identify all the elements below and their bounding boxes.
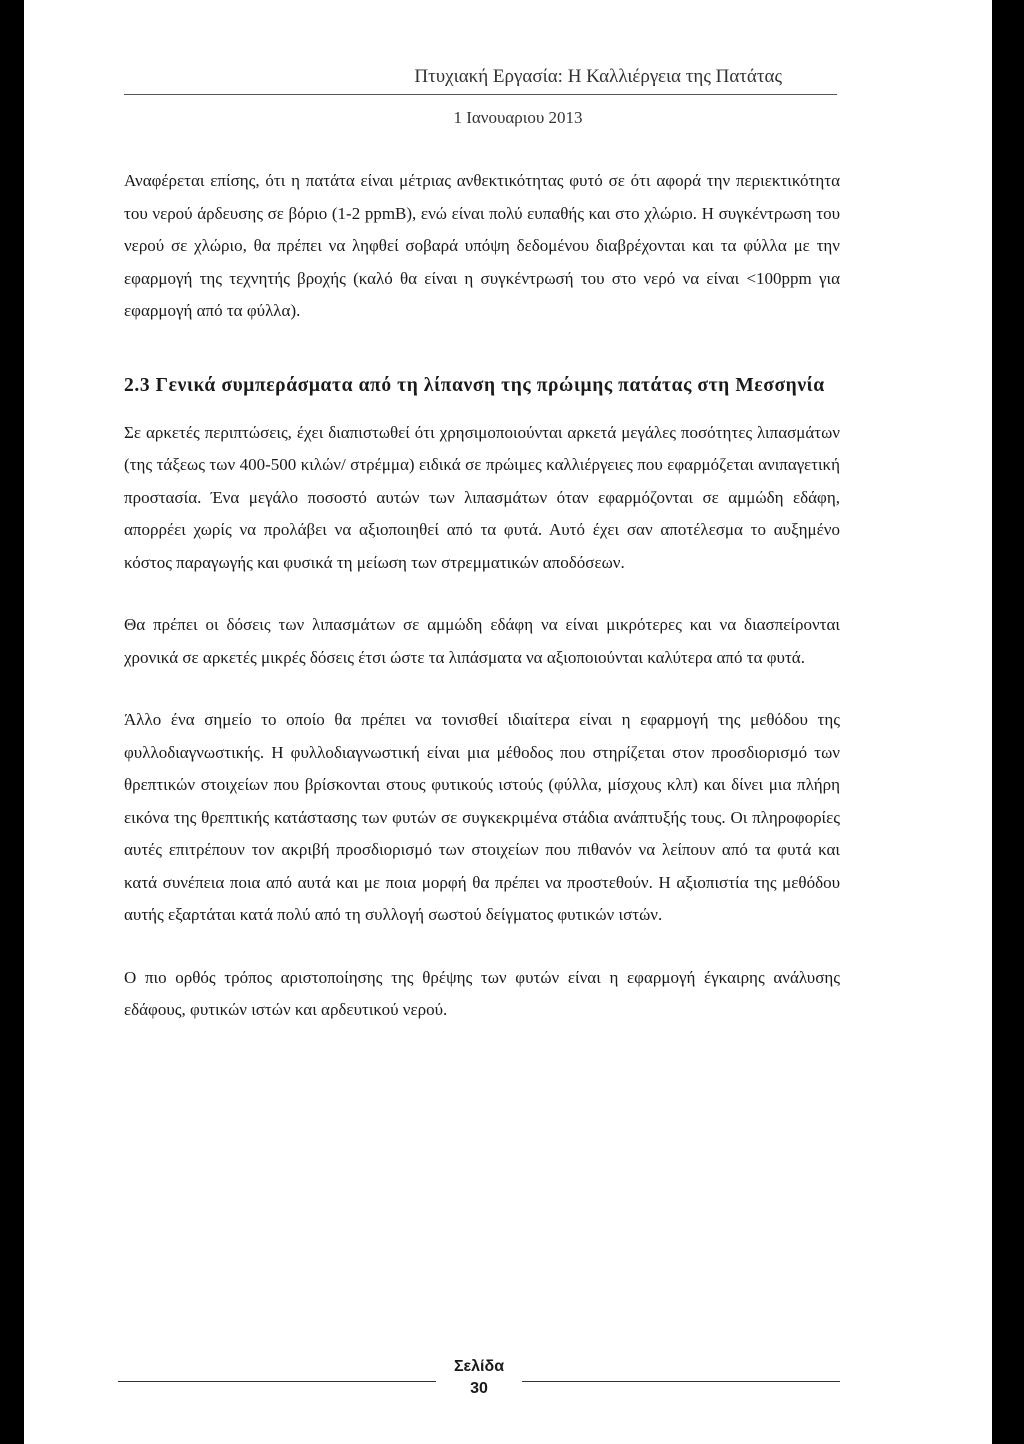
document-page	[24, 0, 992, 1444]
paragraph: Θα πρέπει οι δόσεις των λιπασμάτων σε αμμώδη εδάφη να είναι μικρότερες και να διασπείρονται χρονικά σε αρκετές μικρές δόσεις έτσι ώστε τα λιπάσματα να αξιοποιούνται καλύτερα από τα φυτά.	[124, 615, 840, 667]
section-heading: 2.3 Γενικά συμπεράσματα από τη λίπανση της πρώιμης πατάτας στη Μεσσηνία	[124, 374, 825, 396]
page-number: 30	[470, 1380, 488, 1397]
header-title: Πτυχιακή Εργασία: Η Καλλιέργεια της Πατάτας	[414, 66, 782, 87]
header-divider	[124, 94, 837, 95]
paragraph: Σε αρκετές περιπτώσεις, έχει διαπιστωθεί ότι χρησιμοποιούνται αρκετά μεγάλες ποσότητες λιπασμάτων (της τάξεως των 400-500 κιλών/ στρέμμα) ειδικά σε πρώιμες καλλιέργειες που εφαρμόζεται ανιπαγετική προστασία. Ένα μεγάλο ποσοστό αυτών των λιπασμάτων όταν εφαρμόζονται σε αμμώδη εδάφη, απορρέει χωρίς να προλάβει να αξιοποιηθεί από τα φυτά. Αυτό έχει σαν αποτέλεσμα το αυξημένο κόστος παραγωγής και φυσικά τη μείωση των στρεμματικών αποδόσεων.	[124, 422, 840, 572]
document-body	[124, 165, 840, 1027]
paragraph: Αναφέρεται επίσης, ότι η πατάτα είναι μέτριας ανθεκτικότητας φυτό σε ότι αφορά την περιεκτικότητα του νερού άρδευσης σε βόριο (1-2 ppmB), ενώ είναι πολύ ευπαθής και στο χλώριο. Η συγκέντρωση του νερού σε χλώριο, θα πρέπει να ληφθεί σοβαρά υπόψη δεδομένου διαβρέχονται και τα φύλλα με την εφαρμογή της τεχνητής βροχής (καλό θα είναι η συγκέντρωσή του στο νερό να είναι <100ppm για εφαρμογή από τα φύλλα).	[124, 171, 840, 320]
header-date: 1 Ιανουαριου 2013	[453, 108, 583, 127]
page-footer	[118, 1352, 840, 1412]
paragraph: Άλλο ένα σημείο το οποίο θα πρέπει να τονισθεί ιδιαίτερα είναι η εφαρμογή της μεθόδου της φυλλοδιαγνωστικής. Η φυλλοδιαγνωστική είναι μια μέθοδος που στηρίζεται στον προσδιορισμό των θρεπτικών στοιχείων που βρίσκονται στους φυτικούς ιστούς (φύλλα, μίσχους κλπ) και δίνει μια πλήρη εικόνα της θρεπτικής κατάστασης των φυτών σε συγκεκριμένα στάδια ανάπτυξής τους. Οι πληροφορίες αυτές επιτρέπουν τον ακριβή προσδιορισμό των στοιχείων που πιθανόν να λείπουν από τα φυτά και κατά συνέπεια ποια από αυτά και με ποια μορφή θα πρέπει να προστεθούν. Η αξιοπιστία της μεθόδου αυτής εξαρτάται κατά πολύ από τη συλλογή σωστού δείγματος φυτικών ιστών.	[124, 710, 840, 924]
page-number-block	[118, 1356, 840, 1400]
paragraph: Ο πιο ορθός τρόπος αριστοποίησης της θρέψης των φυτών είναι η εφαρμογή έγκαιρης ανάλυσης εδάφους, φυτικών ιστών και αρδευτικού νερού.	[124, 967, 840, 1019]
page-label: Σελίδα	[453, 1358, 505, 1375]
